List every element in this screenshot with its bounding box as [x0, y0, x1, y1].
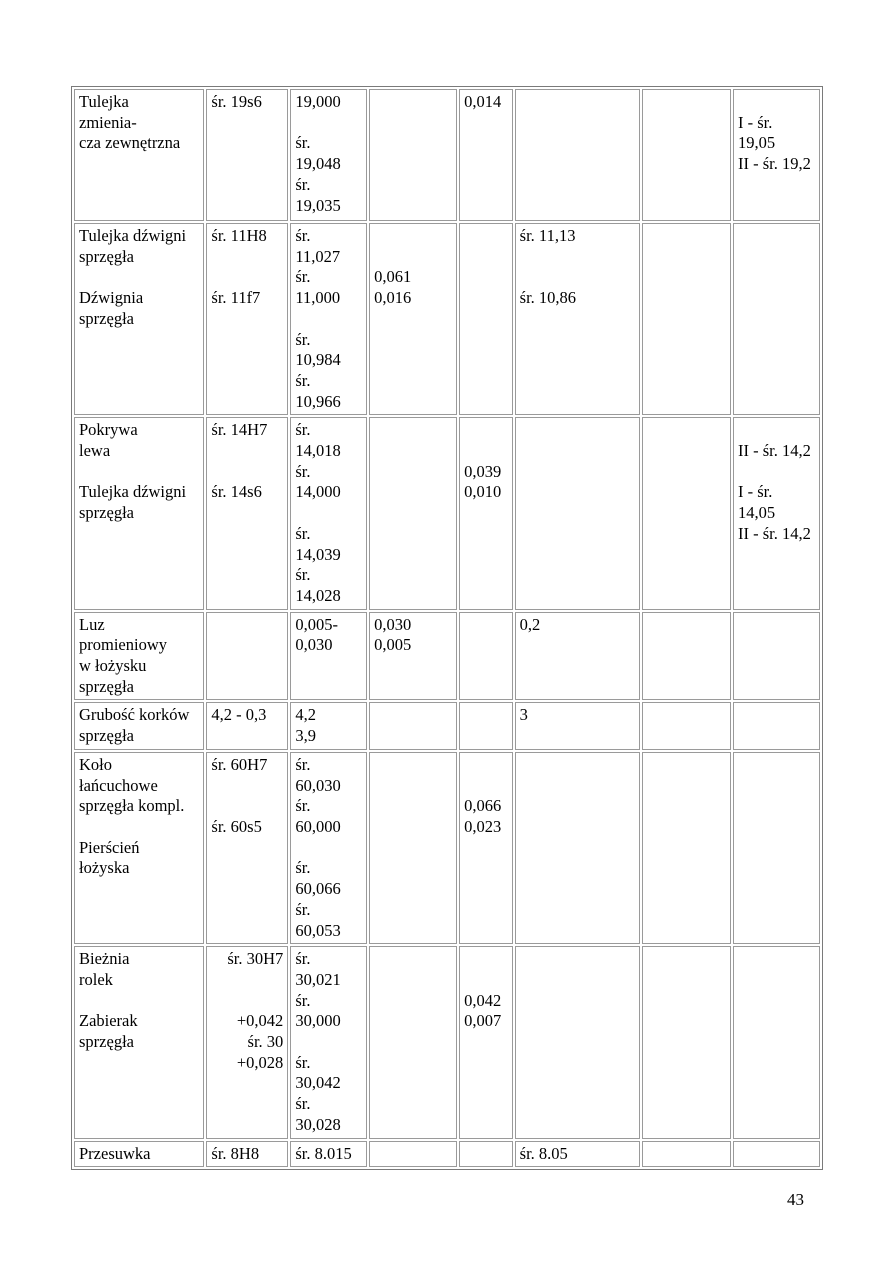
table-cell: śr. 60,030 śr. 60,000 śr. 60,066 śr. 60,053 [290, 752, 367, 944]
table-cell: 0,042 0,007 [459, 946, 513, 1138]
table-cell: śr. 30H7 +0,042 śr. 30 +0,028 [206, 946, 288, 1138]
table-cell: 0,039 0,010 [459, 417, 513, 609]
table-cell: śr. 8.015 [290, 1141, 367, 1168]
table-cell: śr. 11,13 śr. 10,86 [515, 223, 640, 415]
table-cell: śr. 11,027 śr. 11,000 śr. 10,984 śr. 10,966 [290, 223, 367, 415]
table-row [74, 702, 820, 749]
table-cell [642, 1141, 731, 1168]
table-cell [459, 223, 513, 415]
table-cell: śr. 30,021 śr. 30,000 śr. 30,042 śr. 30,028 [290, 946, 367, 1138]
table-cell: 4,2 3,9 [290, 702, 367, 749]
table-cell [642, 89, 731, 221]
table-cell [642, 223, 731, 415]
table-cell [369, 417, 457, 609]
table-cell [369, 89, 457, 221]
table-row [74, 1141, 820, 1168]
table-cell: Luz promieniowy w łożysku sprzęgła [74, 612, 204, 701]
table-cell: 0,2 [515, 612, 640, 701]
table-cell: śr. 19s6 [206, 89, 288, 221]
table-cell: śr. 8.05 [515, 1141, 640, 1168]
table-cell [459, 1141, 513, 1168]
table-cell [642, 946, 731, 1138]
table-cell: śr. 60H7 śr. 60s5 [206, 752, 288, 944]
table-cell [515, 417, 640, 609]
table-cell [515, 752, 640, 944]
table-cell: Tulejka zmienia- cza zewnętrzna [74, 89, 204, 221]
table-cell: 0,005- 0,030 [290, 612, 367, 701]
table-cell: Pokrywa lewa Tulejka dźwigni sprzęgła [74, 417, 204, 609]
table-cell [642, 752, 731, 944]
table-cell [733, 702, 820, 749]
page-number: 43 [787, 1190, 804, 1209]
table-cell [733, 223, 820, 415]
table-cell: śr. 11H8 śr. 11f7 [206, 223, 288, 415]
table-cell: Grubość korków sprzęgła [74, 702, 204, 749]
tolerance-table [71, 86, 823, 1170]
table-cell [369, 1141, 457, 1168]
table-cell: 0,030 0,005 [369, 612, 457, 701]
table-cell: Przesuwka [74, 1141, 204, 1168]
table-cell: 0,066 0,023 [459, 752, 513, 944]
table-cell [369, 752, 457, 944]
table-cell [369, 702, 457, 749]
table-cell [642, 612, 731, 701]
table-cell: II - śr. 14,2 I - śr. 14,05 II - śr. 14,2 [733, 417, 820, 609]
table-cell: 0,014 [459, 89, 513, 221]
table-cell: Koło łańcuchowe sprzęgła kompl. Pierścień łożyska [74, 752, 204, 944]
table-cell: Bieżnia rolek Zabierak sprzęgła [74, 946, 204, 1138]
table-row [74, 417, 820, 609]
table-cell: 0,061 0,016 [369, 223, 457, 415]
table-row [74, 89, 820, 221]
table-cell [369, 946, 457, 1138]
table-cell [459, 612, 513, 701]
table-cell [642, 702, 731, 749]
table-cell [515, 946, 640, 1138]
table-row [74, 612, 820, 701]
table-cell: I - śr. 19,05 II - śr. 19,2 [733, 89, 820, 221]
table-cell: śr. 14,018 śr. 14,000 śr. 14,039 śr. 14,028 [290, 417, 367, 609]
table-cell [206, 612, 288, 701]
table-cell: śr. 8H8 [206, 1141, 288, 1168]
table-cell: 4,2 - 0,3 [206, 702, 288, 749]
table-cell [733, 612, 820, 701]
table-cell [733, 1141, 820, 1168]
table-cell [733, 946, 820, 1138]
table-cell: 3 [515, 702, 640, 749]
table-cell [733, 752, 820, 944]
table-row [74, 223, 820, 415]
table-row [74, 752, 820, 944]
table-cell [515, 89, 640, 221]
table-cell: 19,000 śr. 19,048 śr. 19,035 [290, 89, 367, 221]
table-cell: śr. 14H7 śr. 14s6 [206, 417, 288, 609]
table-row [74, 946, 820, 1138]
table-cell [642, 417, 731, 609]
table-cell [459, 702, 513, 749]
table-cell: Tulejka dźwigni sprzęgła Dźwignia sprzęgła [74, 223, 204, 415]
